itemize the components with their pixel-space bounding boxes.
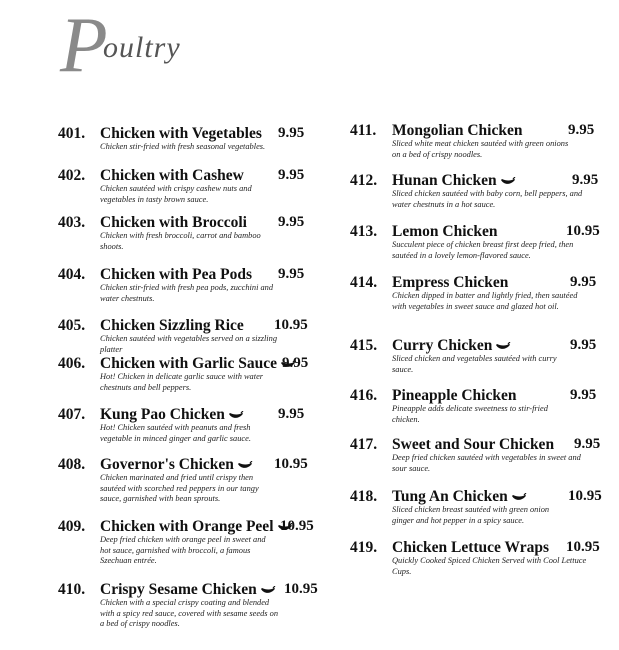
item-price: 10.95 xyxy=(280,518,314,534)
item-name: Chicken Lettuce Wraps xyxy=(392,539,550,556)
menu-item xyxy=(350,488,605,530)
menu-item xyxy=(350,122,605,162)
item-name: Sweet and Sour Chicken xyxy=(392,436,555,453)
item-price: 9.95 xyxy=(574,436,601,452)
menu-item xyxy=(350,223,605,265)
item-price: 10.95 xyxy=(274,317,308,333)
item-name: Chicken with Vegetables xyxy=(100,125,262,142)
item-description: Sliced white meat chicken sautéed with green onions on a bed of crispy noodles. xyxy=(392,139,569,159)
item-number: 407. xyxy=(58,406,86,423)
item-price: 9.95 xyxy=(278,167,305,183)
item-description: Sliced chicken sautéed with baby corn, bell peppers, and water chestnuts in a hot sauce. xyxy=(392,189,583,209)
item-description: Quickly Cooked Spiced Chicken Served with Cool Lettuce Cups. xyxy=(392,556,587,576)
item-name: Chicken Sizzling Rice xyxy=(100,317,244,334)
item-number: 415. xyxy=(350,337,378,354)
title-text: oultry xyxy=(103,31,181,64)
item-number: 403. xyxy=(58,214,86,231)
item-name xyxy=(392,488,527,506)
item-number: 408. xyxy=(58,456,86,473)
menu-item xyxy=(350,172,605,214)
menu-item xyxy=(58,317,318,353)
item-number: 412. xyxy=(350,172,378,189)
item-description: Pineapple adds delicate sweetness to stir-fried chicken. xyxy=(392,404,548,424)
item-name-text: Kung Pao Chicken xyxy=(100,406,225,423)
item-price: 9.95 xyxy=(278,266,305,282)
item-name xyxy=(392,172,516,190)
item-name xyxy=(100,581,276,599)
item-description: Chicken dipped in batter and lightly fried, then sautéed with vegetables in sweet sauce and glazed hot oil. xyxy=(392,291,578,311)
item-number: 404. xyxy=(58,266,86,283)
chili-pepper-icon xyxy=(511,493,527,502)
item-description: Deep fried chicken with orange peel in sweet and hot sauce, garnished with broccoli, a famous Szechuan entrée. xyxy=(100,535,266,565)
item-price: 9.95 xyxy=(282,355,309,371)
item-price: 9.95 xyxy=(278,406,305,422)
section-title xyxy=(60,1,260,96)
item-name xyxy=(100,456,253,474)
item-number: 417. xyxy=(350,436,378,453)
menu-item xyxy=(58,518,318,574)
menu-item xyxy=(350,274,605,326)
menu-item xyxy=(58,214,318,256)
item-number: 418. xyxy=(350,488,378,505)
item-price: 9.95 xyxy=(570,387,597,403)
item-price: 10.95 xyxy=(274,456,308,472)
item-description: Sliced chicken breast sautéed with green onion ginger and hot pepper in a spicy sauce. xyxy=(392,505,550,525)
menu-item xyxy=(58,167,318,209)
chili-pepper-icon xyxy=(500,177,516,186)
item-description: Chicken sautéed with crispy cashew nuts and vegetables in tasty brown sauce. xyxy=(100,184,252,204)
item-description: Chicken with a special crispy coating and blended with a spicy red sauce, covered with sesame seeds on a bed of crispy noodles. xyxy=(100,598,279,628)
item-price: 9.95 xyxy=(568,122,595,138)
item-number: 406. xyxy=(58,355,86,372)
menu-item xyxy=(58,355,318,397)
item-price: 9.95 xyxy=(278,214,305,230)
item-number: 402. xyxy=(58,167,86,184)
chili-pepper-icon xyxy=(260,586,276,595)
menu-item xyxy=(58,406,318,448)
menu-item xyxy=(58,456,318,512)
item-price: 10.95 xyxy=(568,488,602,504)
item-name: Pineapple Chicken xyxy=(392,387,517,404)
item-description: Chicken stir-fried with fresh seasonal vegetables. xyxy=(100,142,266,151)
menu-item xyxy=(350,436,605,478)
menu-item xyxy=(58,266,318,308)
item-number: 413. xyxy=(350,223,378,240)
item-name: Lemon Chicken xyxy=(392,223,498,240)
item-number: 409. xyxy=(58,518,86,535)
chili-pepper-icon xyxy=(228,411,244,420)
item-number: 401. xyxy=(58,125,86,142)
item-name-text: Tung An Chicken xyxy=(392,488,508,505)
item-description: Sliced chicken and vegetables sautéed with curry sauce. xyxy=(392,354,557,374)
item-description: Succulent piece of chicken breast first deep fried, then sautéed in a lovely lemon-flavored sauce. xyxy=(392,240,574,260)
item-name-text: Chicken with Orange Peel xyxy=(100,518,274,535)
item-name-text: Crispy Sesame Chicken xyxy=(100,581,257,598)
item-description: Chicken marinated and fried until crispy then sautéed with scorched red peppers in our tangy sauce, garnished with bean sprouts. xyxy=(100,473,259,503)
item-description: Hot! Chicken sautéed with peanuts and fresh vegetable in minced ginger and garlic sauce. xyxy=(100,423,251,443)
item-name: Mongolian Chicken xyxy=(392,122,523,139)
item-description: Chicken sautéed with vegetables served on a sizzling platter xyxy=(100,334,278,354)
item-number: 419. xyxy=(350,539,378,556)
item-number: 416. xyxy=(350,387,378,404)
item-number: 414. xyxy=(350,274,378,291)
menu-item xyxy=(350,337,605,373)
item-price: 9.95 xyxy=(570,274,597,290)
item-description: Chicken stir-fried with fresh pea pods, zucchini and water chestnuts. xyxy=(100,283,274,303)
item-description: Hot! Chicken in delicate garlic sauce with water chestnuts and bell peppers. xyxy=(100,372,264,392)
item-number: 411. xyxy=(350,122,377,139)
item-price: 9.95 xyxy=(570,337,597,353)
menu-item xyxy=(350,387,605,423)
item-name-text: Chicken with Garlic Sauce xyxy=(100,355,277,372)
item-price: 10.95 xyxy=(566,539,600,555)
item-name xyxy=(100,406,244,424)
menu-item xyxy=(350,539,605,581)
chili-pepper-icon xyxy=(237,461,253,470)
item-name: Empress Chicken xyxy=(392,274,509,291)
item-name: Chicken with Broccoli xyxy=(100,214,247,231)
item-price: 9.95 xyxy=(572,172,599,188)
item-description: Deep fried chicken sautéed with vegetables in sweet and sour sauce. xyxy=(392,453,581,473)
item-name: Chicken with Pea Pods xyxy=(100,266,252,283)
item-name-text: Curry Chicken xyxy=(392,337,493,354)
item-price: 10.95 xyxy=(566,223,600,239)
item-number: 405. xyxy=(58,317,86,334)
item-price: 9.95 xyxy=(278,125,305,141)
menu-item xyxy=(58,125,318,161)
item-name xyxy=(100,518,293,536)
item-number: 410. xyxy=(58,581,86,598)
item-name xyxy=(392,337,511,355)
item-name xyxy=(100,355,296,373)
menu-item xyxy=(58,581,328,637)
item-description: Chicken with fresh broccoli, carrot and bamboo shoots. xyxy=(100,231,261,251)
chili-pepper-icon xyxy=(495,342,511,351)
item-price: 10.95 xyxy=(284,581,318,597)
title-initial: P xyxy=(60,1,108,88)
item-name: Chicken with Cashew xyxy=(100,167,244,184)
item-name-text: Hunan Chicken xyxy=(392,172,497,189)
item-name-text: Governor's Chicken xyxy=(100,456,234,473)
